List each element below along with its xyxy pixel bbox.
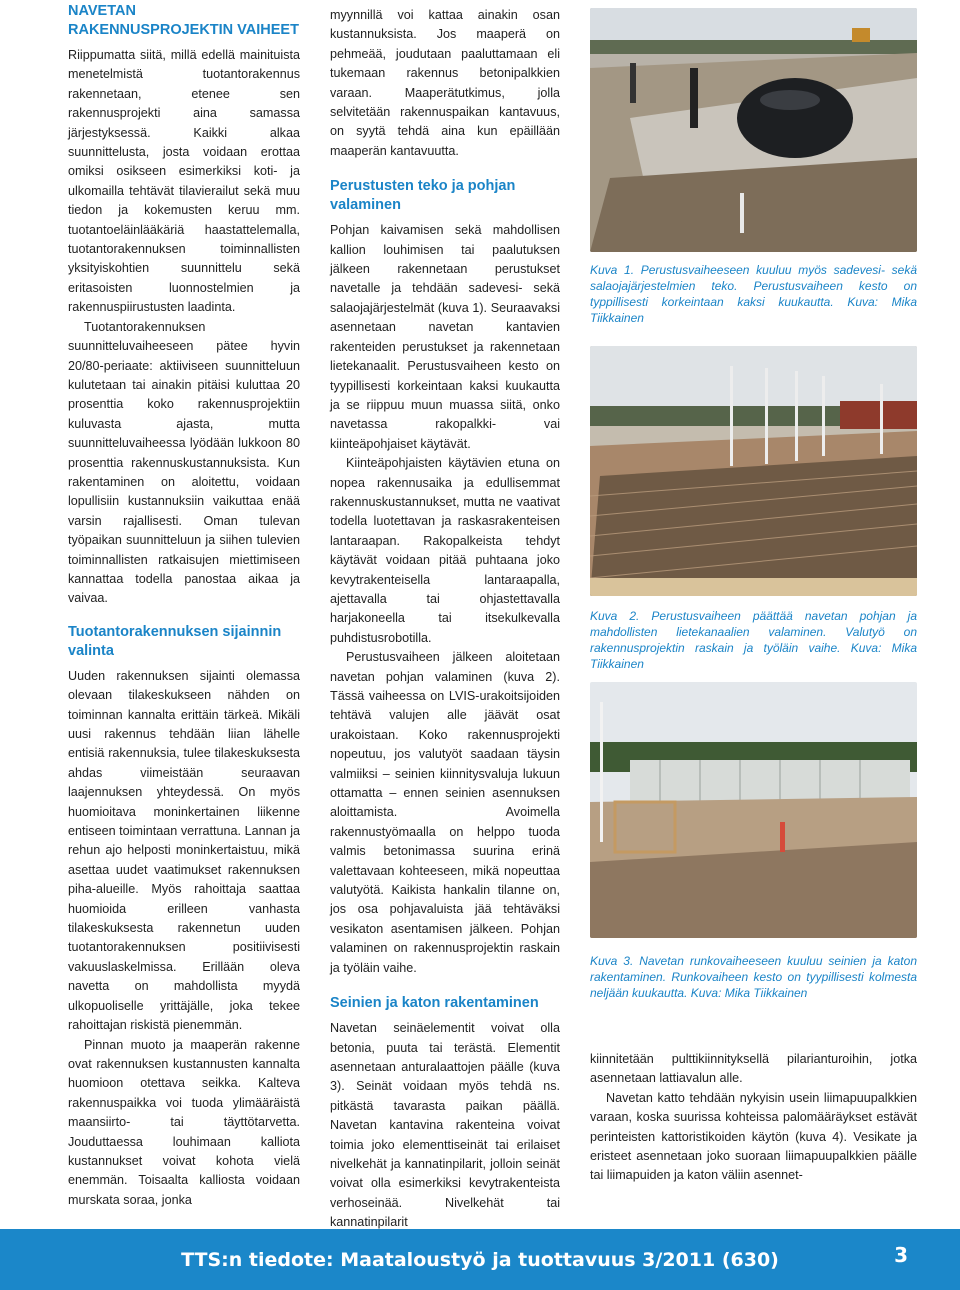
paragraph: Kiinteäpohjaisten käytävien etuna on nopea rakennusaika ja edullisemmat rakennuskustannukset, mutta ne vaativat todella luotettavan ja raskasrakenteisen lantaraapan. Rakopalkeista tehdyt käytävät voidaan pitää puhtaana joko kevytrakenteisella lantaraapalla, ajettavalla tai ohjastettavalla harjakoneella tai itsekulkevalla puhdistusrobotilla. xyxy=(330,456,560,645)
paragraph: Riippumatta siitä, millä edellä mainituista menetelmistä tuotantorakennus rakennetaan, etenee sen rakennusprojekti aina samassa järjestyksessä. Kaikki alkaa suunnittelusta, josta voidaan erottaa omiksi osikseen esimerkiksi koti- ja ulkomailla tehtävät tilavierailut sekä muu tiedon ja kokemusten keruu mm. tuotantoeläinlääkäriä haastattelemalla, tuotantorakennuksen toiminnallisten yksityiskohtien suunnittelu sekä eritasoisten luonnostelmien ja rakennuspiirustusten laadinta. xyxy=(68,48,300,315)
section-heading-location: Tuotantorakennuksen sijainnin valinta xyxy=(68,623,282,659)
caption-photo-1: Kuva 1. Perustusvaiheeseen kuuluu myös sadevesi- sekä salaojajärjestelmien teko. Perustusvaiheen kesto on typpillisesti korkeintaan kaksi kuukautta. Kuva: Mika Tiikkainen xyxy=(590,263,917,325)
paragraph: Navetan katto tehdään nykyisin usein liimapuupalkkien varaan, koska suurissa kohteissa palomääräykset estävät perinteisten kattoristikoiden käytön (kuva 4). Vesikate ja eristeet asennetaan joko suoraan liimapuupalkkien päälle tai liimapuiden ja katon väliin asennet- xyxy=(590,1090,917,1183)
column-1 xyxy=(68,2,300,1210)
paragraph: myynnillä voi kattaa ainakin osan kustannuksista. Jos maaperä on pehmeää, joudutaan paaluttamaan eli tukemaan rakennus betonipalkkien varaan. Maaperätutkimus, jolla selvitetään rakennuspaikan kantavuus, on syytä tehdä aina kun epäillään maaperän kantavuutta. xyxy=(330,8,560,158)
paragraph: Perustusvaiheen jälkeen aloitetaan navetan pohjan valaminen (kuva 2). Tässä vaiheessa on LVIS-urakoitsijoiden tehtävä valujen alle jäävät osat urakoistaan. Koko rakennusprojekti nopeutuu, jos valutyöt saadaan täysin valmiiksi – seinien kiinnitysvaluja lukuun ottamatta – ennen seinien asennuksen aloittamista. Avoimella rakennustyömaalla on helppo tuoda valmis betonimassa suurina erinä valettavaan kohteeseen, mikä nopeuttaa valutyötä. Kaikista hankalin tilanne on, jos osa pohjavaluista jää tehtäväksi vesikaton asentamisen jälkeen. Pohjan valaminen on rakennusprojektin raskain ja työläin vaihe. xyxy=(330,650,560,975)
page-number: 3 xyxy=(894,1243,908,1267)
section-heading-walls-roof: Seinien ja katon rakentaminen xyxy=(330,995,539,1012)
footer-title: TTS:n tiedote: Maataloustyö ja tuottavuus 3/2011 (630) xyxy=(181,1249,779,1271)
photo-foundation-tank xyxy=(590,8,917,252)
paragraph: Tuotantorakennuksen suunnitteluvaiheeseen pätee hyvin 20/80-periaate: aktiiviseen suunnitteluun kulutetaan tai ainakin pitäisi kuluttaa 20 prosenttia koko rakennusprojektiin kuluvasta ajasta, mutta suunnitteluvaiheessa lyödään lukkoon 80 prosenttia rakennuskustannuksista. Kun rakentaminen on aloitettu, voidaan lopullisiin kustannuksiin vaikuttaa enää varsin rajallisesti. Oman tulevan työpaikan suunnitteluun ja siihen tulevien toiminnallisten ratkaisujen miettimiseen kannattaa todella panostaa aikaa ja vaivaa. xyxy=(68,319,300,606)
column-3-text xyxy=(590,1050,917,1186)
paragraph: kiinnitetään pulttikiinnityksellä pilarianturoihin, jotka asennetaan lattiavalun alle. xyxy=(590,1052,917,1086)
paragraph: Uuden rakennuksen sijainti olemassa olevaan tilakeskukseen nähden on toiminnan kannalta erittäin tärkeä. Mikäli uusi rakennus tehdään liian lähelle entisiä rakennuksia, tulee tilakeskuksesta ahdas viimeistään seuraavan laajennuksen yhteydessä. On myös huomioitava moninkertainen liikenne entiseen toimintaan verrattuna. Lannan ja rehun ajo helposti moninkertaistuu, mikä asettaa uudet vaatimukset rakennuksen piha-alueille. Myös rahoittaja saattaa huomioida erilleen vanhasta tilakeskuksesta rakennetun uuden tuotantorakennuksen positiivisesti vakuuslaskelmissa. Erillään oleva navetta on mahdollista myydä ulkopuoliselle yrittäjälle, joka tekee rahoittajan riskistä pienemmän. xyxy=(68,668,300,1033)
photo-slab-rebar xyxy=(590,346,917,596)
paragraph: Pinnan muoto ja maaperän rakenne ovat rakennuksen kustannusten kannalta huomioon otettava seikka. Kalteva rakennuspaikka voi tuoda ylimääräistä maansiirto- tai täyttötarvetta. Jouduttaessa louhimaan kalliota kustannukset voivat kohota vielä enemmän. Toisaalta kalliosta voidaan murskata soraa, jonka xyxy=(68,1037,300,1207)
paragraph: Pohjan kaivamisen sekä mahdollisen kallion louhimisen tai paalutuksen jälkeen rakennetaan perustukset navetalle ja tehdään sadevesi- sekä salaojajärjestelmät (kuva 1). Seuraavaksi asennetaan navetan kantavien rakenteiden perustukset ja rakennetaan lietekanaalit. Perustusvaiheen kesto on tyypillisesti korkeintaan kaksi kuukautta ja se riippuu muun muassa siitä, onko navetassa rakopalkki- vai kiinteäpohjaiset käytävät. xyxy=(330,223,560,451)
column-2 xyxy=(330,6,560,1233)
paragraph: Navetan seinäelementit voivat olla betonia, puuta tai terästä. Elementit asennetaan anturalaattojen päälle (kuva 3). Seinät voidaan myös tehdä ns. pitkästä tavarasta paikan päällä. Navetan kantavina rakenteina voivat toimia joko elementtiseinät tai erilaiset nivelkehät ja kannatinpilarit, jolloin seinät voivat olla esimerkiksi kevytrakenteista verhoseinää. Nivelkehät tai kannatinpilarit xyxy=(330,1021,560,1230)
photo-wall-elements xyxy=(590,682,917,938)
section-heading-phases: NAVETAN RAKENNUSPROJEKTIN VAIHEET xyxy=(68,3,299,38)
footer-bar xyxy=(0,1229,960,1290)
section-heading-foundations: Perustusten teko ja pohjan valaminen xyxy=(330,178,516,214)
caption-photo-3: Kuva 3. Navetan runkovaiheeseen kuuluu seinien ja katon rakentaminen. Runkovaiheen kesto on tyypillisesti kolmesta neljään kuukautta. Kuva: Mika Tiikkainen xyxy=(590,954,917,1000)
caption-photo-2: Kuva 2. Perustusvaiheen päättää navetan pohjan ja mahdollisten lietekanaalien valaminen. Valutyö on rakennusprojektin raskain ja työläin vaihe. Kuva: Mika Tiikkainen xyxy=(590,609,917,671)
